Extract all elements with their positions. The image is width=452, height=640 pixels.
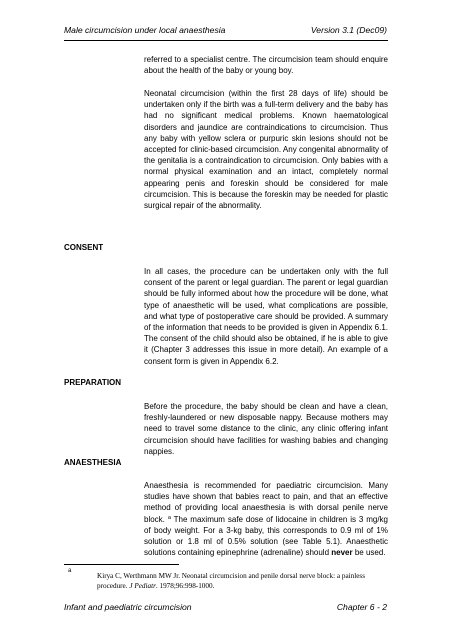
- footnote-citation: [97, 571, 389, 591]
- anaesthesia-text-part-1: Anaesthesia is recommended for paediatric circumcision. Many studies have shown that babies react to pain, and that an effective method of providing local anaesthesia is with dorsal penile nerve block.: [144, 481, 388, 524]
- footnote-marker: a: [68, 568, 72, 574]
- footnote-journal: J Pediatr: [129, 582, 156, 590]
- anaesthesia-text-part-2: The maximum safe dose of lidocaine in children is 3 mg/kg of body weight. For a 3-kg baby, this corresponds to 0.9 ml of 1% solution or 1.8 ml of 0.5% solution (see Table 5.1). Anaesthetic solutions containing epinephrine (adrenaline) should: [144, 514, 388, 558]
- footnote-reference: a: [167, 514, 171, 521]
- footnote-text-part-2: . 1978;96:998-1000.: [155, 582, 215, 590]
- header-version: Version 3.1 (Dec09): [310, 25, 387, 35]
- paragraph-consent: In all cases, the procedure can be undertaken only with the full consent of the parent or legal guardian. The parent or legal guardian should be fully informed about how the procedure will be done, what type of anaesthetic will be used, what complications are possible, and what type of postoperative care should be provided. A summary of the information that needs to be provided is given in Appendix 6.1. The consent of the child should also be obtained, if he is able to give it (Chapter 3 addresses this issue in more detail). An example of a consent form is given in Appendix 6.2.: [144, 267, 388, 366]
- anaesthesia-text-part-3: be used.: [352, 548, 386, 558]
- heading-consent: CONSENT: [64, 243, 104, 252]
- header-title: Male circumcision under local anaesthesia: [64, 25, 226, 35]
- paragraph-preparation: Before the procedure, the baby should be clean and have a clean, freshly-laundered or new disposable nappy. Because mothers may need to travel some distance to the clinic, any clinic offering infant circumcision should have facilities for washing babies and changing nappies.: [144, 402, 388, 456]
- heading-anaesthesia: ANAESTHESIA: [64, 458, 122, 467]
- paragraph-anaesthesia: [144, 480, 388, 558]
- heading-preparation: PREPARATION: [64, 378, 122, 387]
- emphasis-never: never: [331, 548, 353, 558]
- footer-chapter-title: Infant and paediatric circumcision: [64, 602, 192, 612]
- footer-page-number: Chapter 6 - 2: [336, 602, 387, 612]
- page-footer: [64, 602, 387, 616]
- page-header: [64, 25, 387, 39]
- footnote-rule: [64, 564, 179, 565]
- footnote-text-part-1: Kirya C, Werthmann MW Jr. Neonatal circumcision and penile dorsal nerve block: a painless procedure.: [97, 572, 366, 590]
- paragraph-neonatal-circumcision: Neonatal circumcision (within the first 28 days of life) should be undertaken only if the birth was a full-term delivery and the baby has had no significant medical problems. Known haematological disorders and jaundice are contraindications to circumcision. Thus any baby with yellow sclera or purpuric skin lesions should not be accepted for clinic-based circumcision. Any congenital abnormality of the genitalia is a contraindication to circumcision. Only babies with a normal physical examination and an intact, completely normal appearing penis and foreskin should be considered for male circumcision. This is because the foreskin may be needed for plastic surgical repair of the abnormality.: [144, 89, 388, 211]
- paragraph-referral: referred to a specialist centre. The circumcision team should enquire about the health of the baby or young boy.: [144, 55, 388, 76]
- header-rule: [64, 40, 388, 41]
